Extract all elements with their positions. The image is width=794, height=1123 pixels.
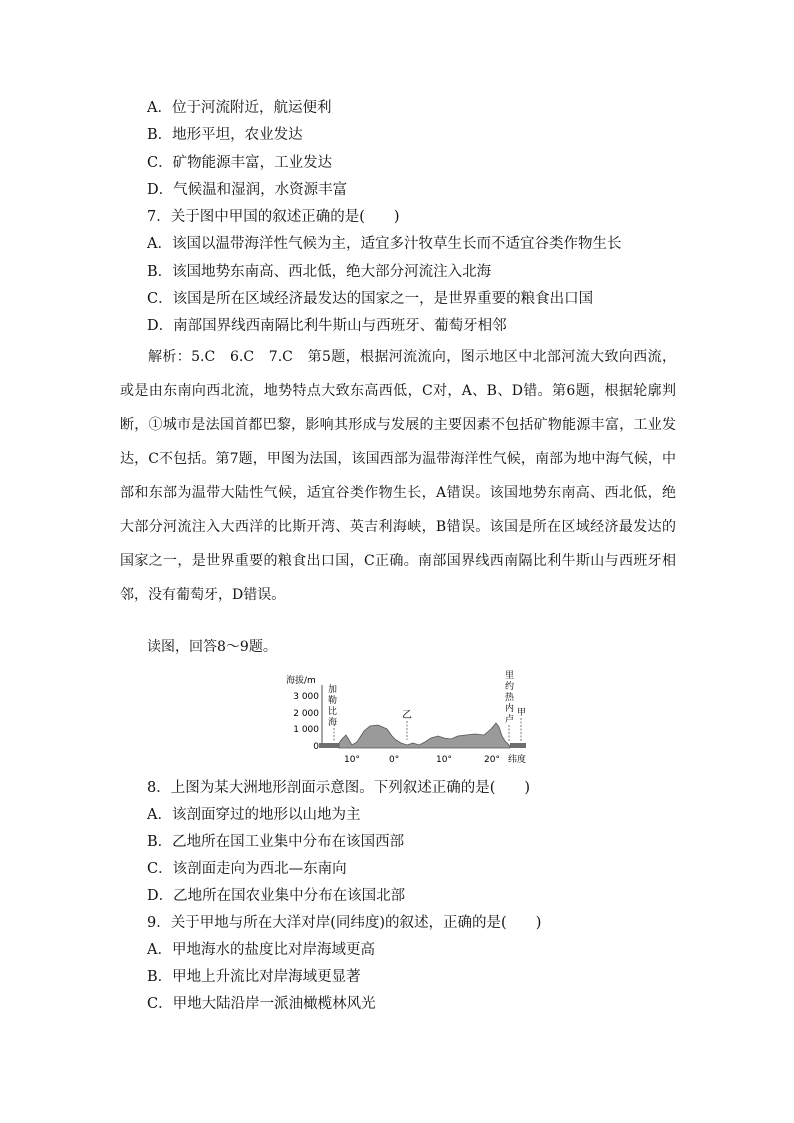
q8-option-a: A．该剖面穿过的地形以山地为主 (147, 807, 361, 823)
q9-stem: 9．关于甲地与所在大洋对岸(同纬度)的叙述，正确的是( ) (147, 915, 542, 931)
q6-option-b: B．地形平坦，农业发达 (147, 127, 303, 143)
q6-option-c: C．矿物能源丰富，工业发达 (147, 155, 333, 171)
q6-option-d: D．气候温和湿润，水资源丰富 (147, 182, 348, 198)
q7-option-d: D．南部国界线西南隔比利牛斯山与西班牙、葡萄牙相邻 (147, 318, 507, 334)
x-tick-10-south: 10° (436, 755, 452, 765)
q7-option-a: A．该国以温带海洋性气候为主，适宜多汁牧草生长而不适宜谷类作物生长 (147, 236, 622, 252)
terrain-silhouette (339, 723, 510, 748)
label-jia: 甲 (517, 708, 527, 718)
x-tick-20-south: 20° (484, 755, 500, 765)
sea-strip-right (510, 743, 526, 748)
read-figure-instruction: 读图，回答8～9题。 (147, 639, 277, 655)
q7-option-b: B．该国地势东南高、西北低，绝大部分河流注入北海 (147, 264, 492, 280)
q8-stem: 8．上图为某大洲地形剖面示意图。下列叙述正确的是( ) (147, 780, 531, 796)
y-tick-2000: 2 000 (293, 709, 319, 719)
label-rio-de-janeiro: 里 约 热 内 卢 (505, 671, 515, 725)
x-tick-10-north: 10° (344, 755, 360, 765)
q8-option-b: B．乙地所在国工业集中分布在该国西部 (147, 834, 405, 850)
x-tick-0: 0° (389, 755, 400, 765)
q7-stem: 7．关于图中甲国的叙述正确的是( ) (147, 209, 400, 225)
analysis-paragraph: 解析：5.C 6.C 7.C 第5题，根据河流流向，图示地区中北部河流大致向西流，或是由东南向西北流，地势特点大致东高西低，C对，A、B、D错。第6题，根据轮廓判断，①城市是法国首都巴黎，影响其形成与发展的主要因素不包括矿物能源丰富，工业发达，C不包括。第7题，甲图为法国，该国西部为温带海洋性气候，南部为地中海气候，中部和东部为温带大陆性气候，适宜谷类作物生长，A错误。该国地势东南高、西北低，绝大部分河流注入大西洋的比斯开湾、英吉利海峡，B错误。该国是所在区域经济最发达的国家之一，是世界重要的粮食出口国，C正确。南部国界线西南隔比利牛斯山与西班牙相邻，没有葡萄牙，D错误。 (120, 349, 676, 603)
q8-option-d: D．乙地所在国农业集中分布在该国北部 (147, 888, 406, 904)
q9-option-b: B．甲地上升流比对岸海域更显著 (147, 969, 361, 985)
q9-option-a: A．甲地海水的盐度比对岸海域更高 (147, 942, 375, 958)
y-tick-3000: 3 000 (293, 692, 319, 702)
y-tick-0: 0 (313, 742, 319, 752)
q8-option-c: C．该剖面走向为西北—东南向 (147, 861, 347, 877)
label-caribbean-sea: 加 勒 比 海 (328, 685, 338, 728)
terrain-profile-figure (286, 668, 536, 768)
y-tick-1000: 1 000 (293, 725, 319, 735)
q7-option-c: C．该国是所在区域经济最发达的国家之一，是世界重要的粮食出口国 (147, 291, 594, 307)
y-axis-label: 海拔/m (286, 676, 316, 686)
x-axis-label: 纬度 (508, 755, 527, 765)
q9-option-c: C．甲地大陆沿岸一派油橄榄林风光 (147, 996, 376, 1012)
sea-strip-left (319, 743, 339, 748)
label-yi: 乙 (402, 710, 412, 721)
q6-option-a: A．位于河流附近，航运便利 (147, 100, 332, 116)
